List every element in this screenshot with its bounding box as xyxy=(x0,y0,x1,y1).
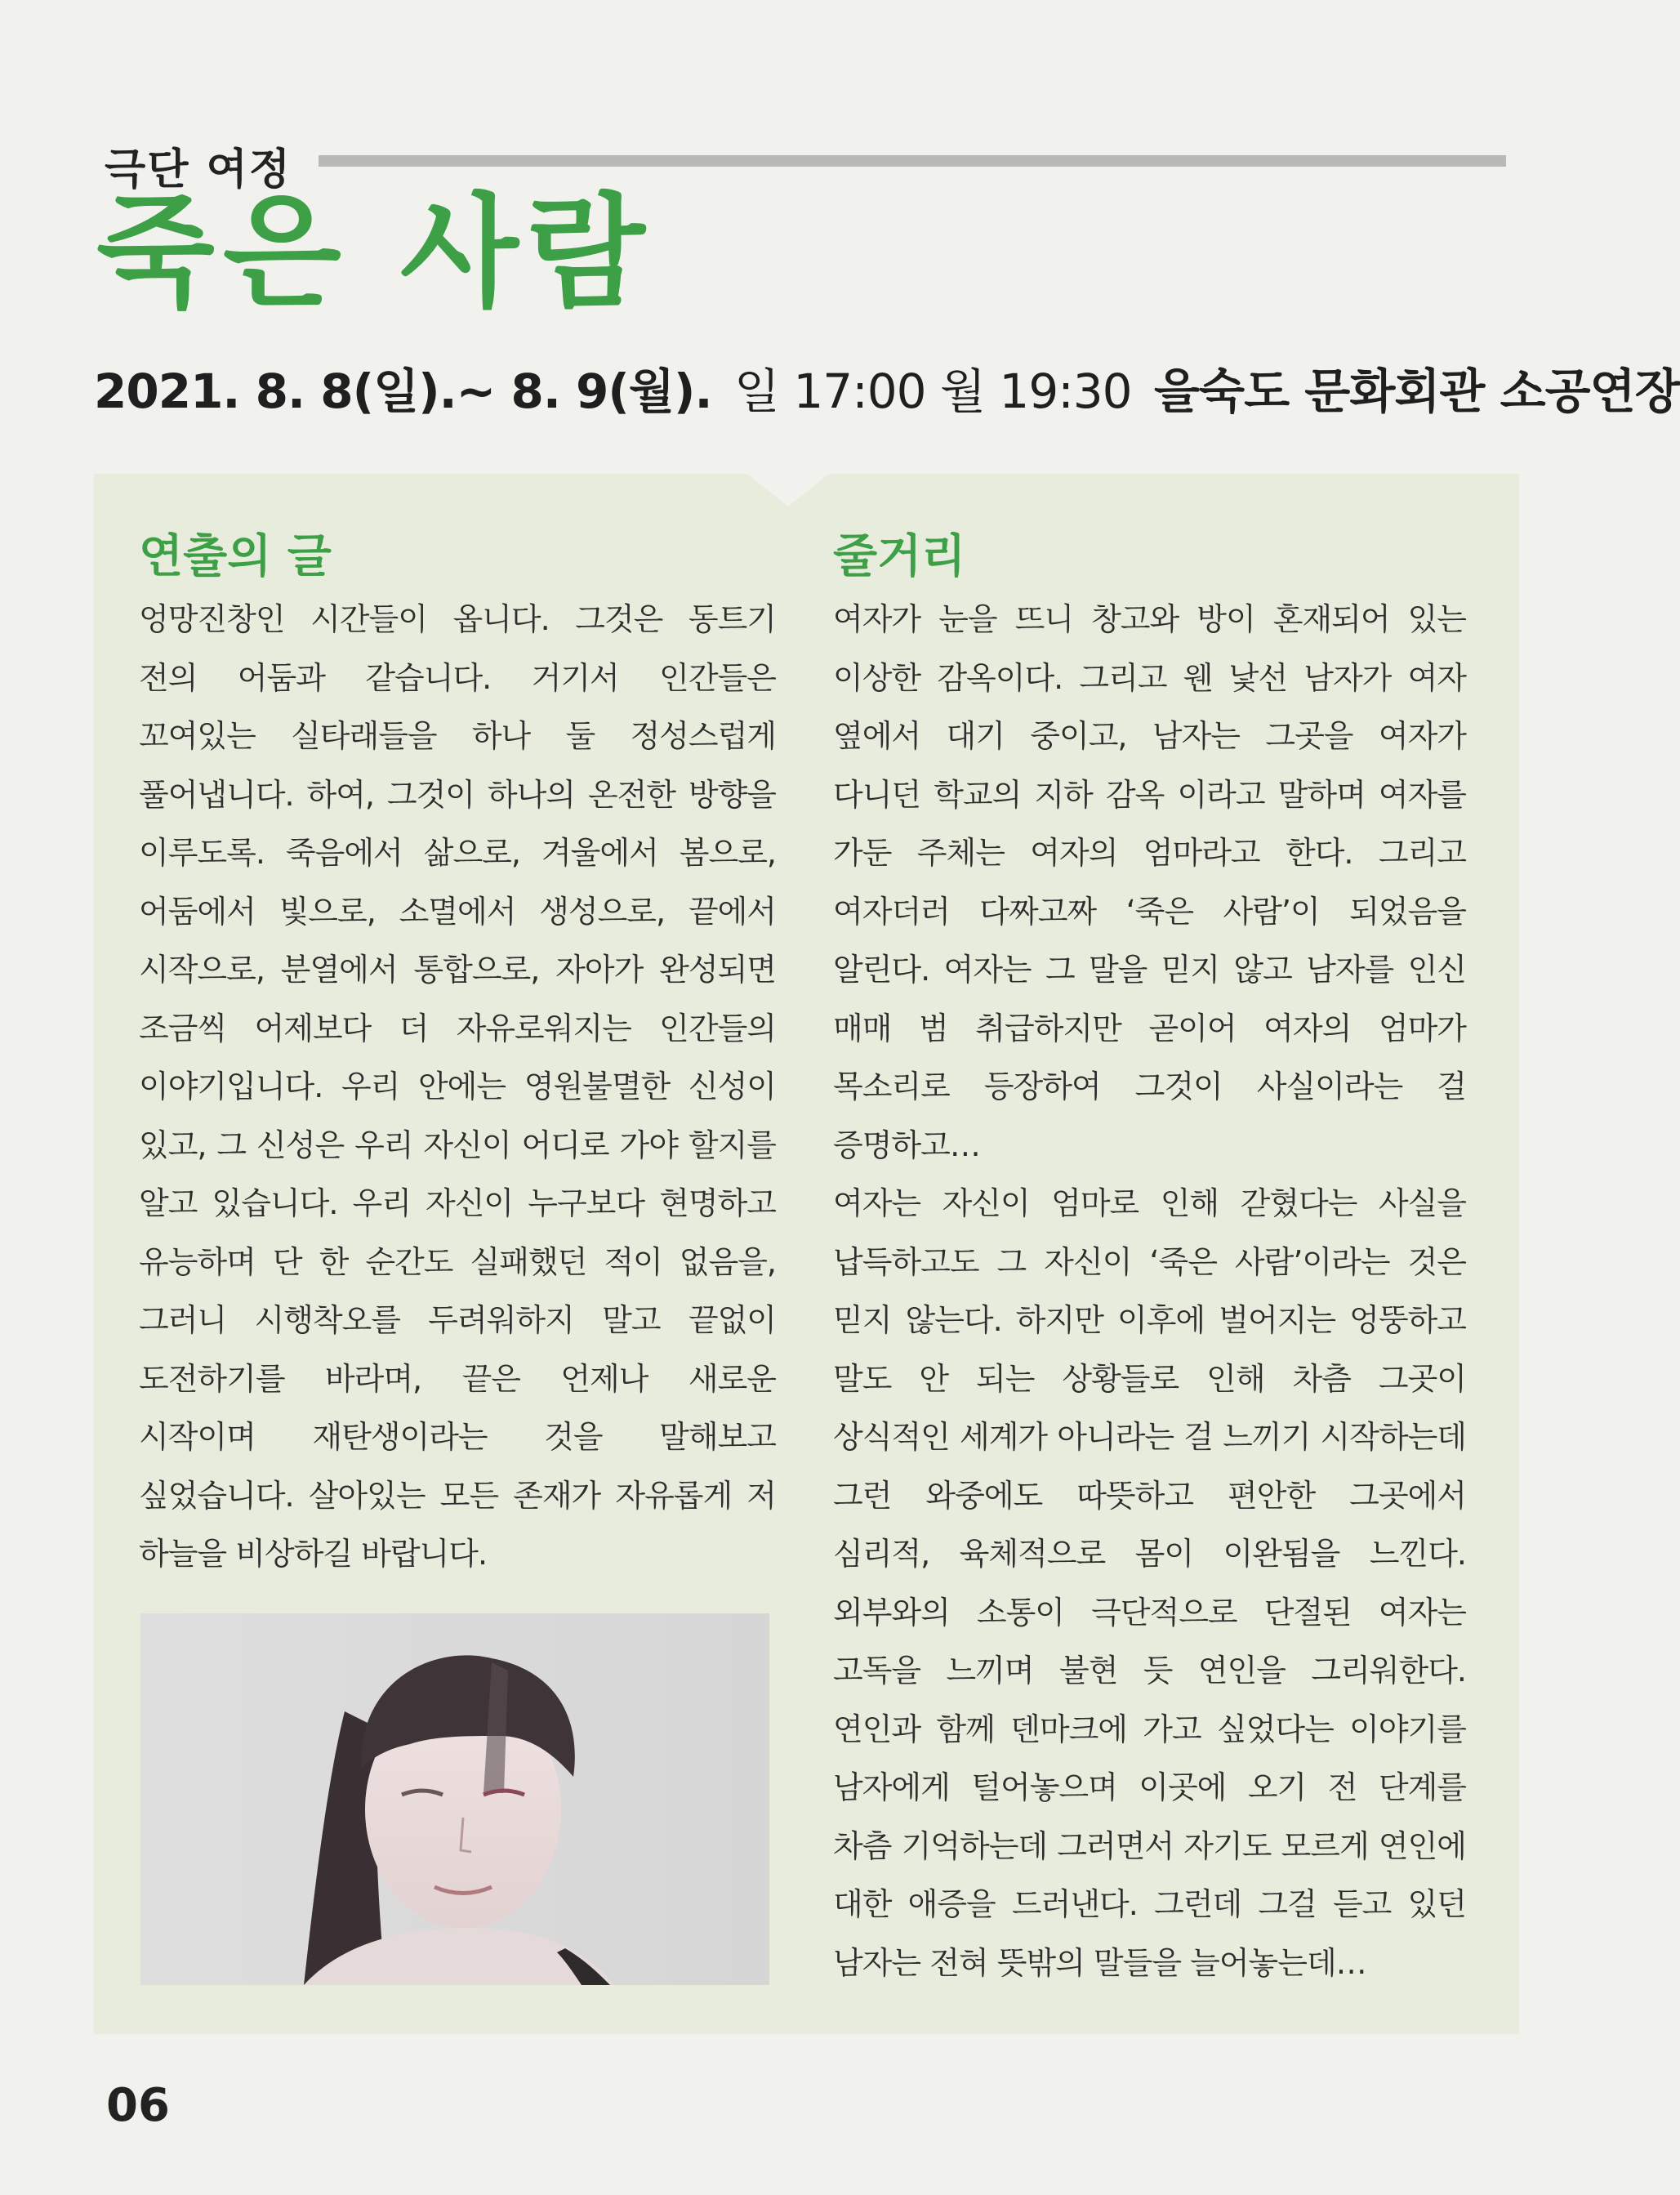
performance-venue: 을숙도 문화회관 소공연장 xyxy=(1154,364,1680,419)
synopsis-paragraph-1: 여자가 눈을 뜨니 창고와 방이 혼재되어 있는 이상한 감옥이다. 그리고 웬 낯선 남자가 여자 옆에서 대기 중이고, 남자는 그곳을 여자가 다니던 학교의 지하 감옥 이라고 말하며 여자를 가둔 주체는 여자의 엄마라고 한다. 그리고 여자더러 다짜고짜 ‘죽은 사람’이 되었음을 알린다. 여자는 그 말을 믿지 않고 남자를 인신 매매 범 취급하지만 곧이어 여자의 엄마가 목소리로 등장하여 그것이 사실이라는 걸 증명하고… xyxy=(833,601,1466,1163)
director-note-section xyxy=(139,529,776,1584)
performance-info xyxy=(94,353,1680,422)
actress-photo xyxy=(140,1613,769,1985)
actress-portrait-image xyxy=(140,1613,769,1985)
header-rule xyxy=(319,155,1506,167)
director-note-heading: 연출의 글 xyxy=(139,530,332,583)
director-note-text: 엉망진창인 시간들이 옵니다. 그것은 동트기 전의 어둠과 같습니다. 거기서 인간들은 꼬여있는 실타래들을 하나 둘 정성스럽게 풀어냅니다. 하여, 그것이 하나의 온전한 방향을 이루도록. 죽음에서 삶으로, 겨울에서 봄으로, 어둠에서 빛으로, 소멸에서 생성으로, 끝에서 시작으로, 분열에서 통합으로, 자아가 완성되면 조금씩 어제보다 더 자유로워지는 인간들의 이야기입니다. 우리 안에는 영원불멸한 신성이 있고, 그 신성은 우리 자신이 어디로 가야 할지를 알고 있습니다. 우리 자신이 누구보다 현명하고 유능하며 단 한 순간도 실패했던 적이 없음을, 그러니 시행착오를 두려워하지 말고 끝없이 도전하기를 바라며, 끝은 언제나 새로운 시작이며 재탄생이라는 것을 말해보고 싶었습니다. 살아있는 모든 존재가 자유롭게 저 하늘을 비상하길 바랍니다. xyxy=(139,601,776,1573)
synopsis-paragraph-2: 여자는 자신이 엄마로 인해 갇혔다는 사실을 납득하고도 그 자신이 ‘죽은 사람’이라는 것은 믿지 않는다. 하지만 이후에 벌어지는 엉뚱하고 말도 안 되는 상황들로 인해 차츰 그곳이 상식적인 세계가 아니라는 걸 느끼기 시작하는데 그런 와중에도 따뜻하고 편안한 그곳에서 심리적, 육체적으로 몸이 이완됨을 느낀다. 외부와의 소통이 극단적으로 단절된 여자는 고독을 느끼며 불현 듯 연인을 그리워한다. 연인과 함께 덴마크에 가고 싶었다는 이야기를 남자에게 털어놓으며 이곳에 오기 전 단계를 차츰 기억하는데 그러면서 자기도 모르게 연인에 대한 애증을 드러낸다. 그런데 그걸 듣고 있던 남자는 전혀 뜻밖의 말들을 늘어놓는데… xyxy=(833,1185,1466,1981)
performance-date: 2021. 8. 8(일).~ 8. 9(월). xyxy=(94,364,712,419)
panel-notch xyxy=(747,474,829,506)
synopsis-heading: 줄거리 xyxy=(833,530,966,583)
page-number: 06 xyxy=(106,2079,170,2132)
troupe-name: 극단 여정 xyxy=(105,145,292,194)
play-title: 죽은 사람 xyxy=(96,182,653,324)
performance-time: 일 17:00 월 19:30 xyxy=(733,364,1132,419)
synopsis-section xyxy=(833,529,1466,1992)
